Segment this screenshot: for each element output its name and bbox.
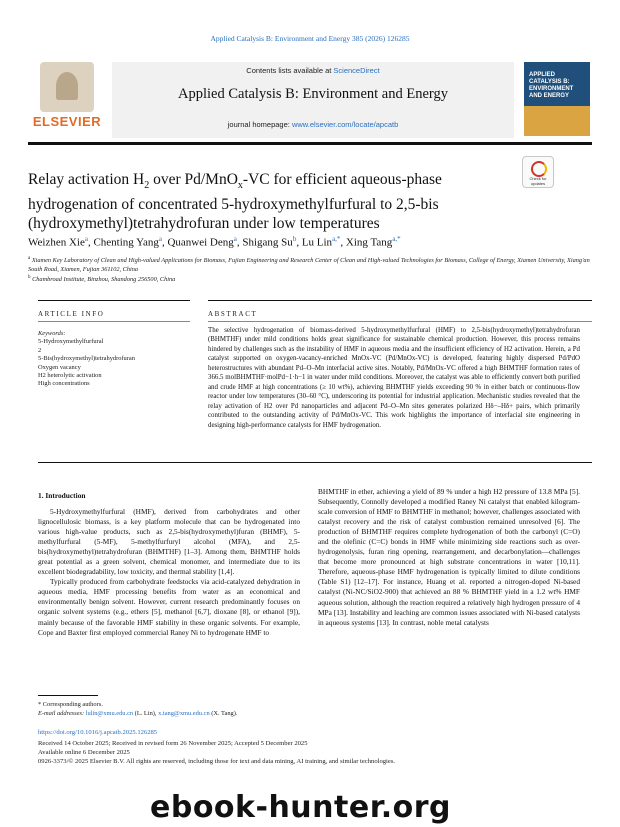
available-online: Available online 6 December 2025 — [38, 749, 130, 756]
author-name[interactable]: Xing Tang — [345, 236, 393, 249]
cover-band — [524, 106, 590, 136]
email-link[interactable]: lulin@xmu.edu.cn — [85, 710, 134, 717]
abstract-text: The selective hydrogenation of biomass-derived 5-hydroxymethylfurfural (HMF) to 2,5-bis(hydroxymethyl)tetrahydrofuran (BHMTHF) under mild conditions holds great significance for sustainable chemical production. However, this process remains hindered by challenges such as the instability of HMF in aqueous media and the insufficient efficiency of H2 activation. Herein, a Pd catalyst supported on oxygen-vacancy-enriched MnOx-VC (Pd/MnOx-VC) is developed, featuring highly dispersed Pd/PdO heterostructures with abundant Pd–O–Mn interfacial active sites. Notably, Pd/MnOx-VC offered a high BHMTHF formation rates of 366.5 molBHMTHF·molPd−1·h−1 in water under mild conditions. Moreover, the catalyst was able to efficiently convert both purified and crude HMF at high concentrations (≥ 10 wt%), achieving BHMTHF yields exceeding 90 % in either batch or continuous-flow reactor under low temperatures (30–60 °C), underscoring its potential for industrial application. Mechanistic studies revealed that the relay activation of H2 over Pd nanoparticles and adjacent Pd–O–Mn sites generates polarized Hδ−–Hδ+ pairs, which primarily contributed to the outstanding activity of Pd/MnOx-VC. This work highlights the importance of interfacial site engineering in designing high-performance catalysts for HMF hydrogenation. — [208, 327, 580, 429]
email-link[interactable]: x.tang@xmu.edu.cn — [158, 710, 210, 717]
doi-link[interactable]: https://doi.org/10.1016/j.apcatb.2025.126285 — [38, 729, 158, 736]
affiliation-b: $^b$ Chambroad Institute, Binzhou, Shandong 256500, China — [28, 275, 176, 284]
intro-paragraph: 5-Hydroxymethylfurfural (HMF), derived from carbohydrates and other lignocellulosic biomass, is a key platform molecule that can be hydrogenated into various high-value products, such as 2,5-bis(hydroxymethyl)furan (BHMF), 5-methylfurfural (5-MF), 5-methylfurfuryl alcohol (MFA), and 2,5-bis(hydroxymethyl)tetrahydrofuran (BHMTHF) [1–3]. Among them, BHMTHF holds great potential as a green solvent, chemical monomer, and intermediate due to its excellent biodegradability, low toxicity, and thermal stability [1,4]. — [38, 507, 300, 577]
email-addresses: E-mail addresses: lulin@xmu.edu.cn (L. Lin), x.tang@xmu.edu.cn (X. Tang). — [38, 710, 238, 717]
publication-history — [38, 739, 598, 766]
contents-line — [112, 66, 514, 75]
article-title: Relay activation $H_2$ over Pd/MnO$_x$-VC for efficient aqueous-phase hydrogenation of concentrated 5-hydroxymethylfurfural to 2,5-bis (hydroxymethyl)tetrahydrofuran under low temperatures — [28, 171, 442, 233]
elsevier-tree-icon — [40, 62, 94, 112]
intro-right-column — [318, 487, 580, 628]
check-updates-label: Check for updates — [529, 176, 547, 186]
masthead-divider — [28, 142, 592, 145]
journal-cover-image — [524, 62, 590, 136]
homepage-link[interactable]: www.elsevier.com/locate/apcatb — [291, 120, 399, 129]
keywords-label: Keywords: — [38, 330, 66, 337]
article-info-heading: ARTICLE INFO — [38, 310, 105, 318]
intro-left-column — [38, 507, 300, 638]
keyword-item: 2 — [38, 346, 42, 354]
author-name[interactable]: Quanwei Deng — [167, 236, 234, 249]
intro-paragraph: Typically produced from carbohydrate feedstocks via acid-catalyzed dehydration in aqueous media, HMF processing benefits from water as an economical and environmentally benign solvent. However, current research predominantly focuses on organic solvent systems (e.g., ethers [5], methanol [6,7], dioxane [8], or ethanol [9]), mainly because of the favorable HMF stability in these organic solvents. For example, Cope and Baxter first employed commercial Raney Ni to hydrogenate HMF to — [38, 577, 300, 637]
cover-title: APPLIED CATALYSIS B: ENVIRONMENT AND ENERGY — [529, 72, 574, 99]
abstract-heading: ABSTRACT — [208, 310, 258, 318]
keyword-item: H2 heterolytic activation — [38, 372, 102, 380]
elsevier-logo — [28, 62, 106, 132]
author-name[interactable]: Lu Lin — [301, 236, 333, 249]
abstract-bottom-rule — [38, 462, 592, 463]
journal-title: Applied Catalysis B: Environment and Energy — [178, 86, 448, 102]
sciencedirect-link[interactable]: ScienceDirect — [333, 66, 380, 75]
introduction-heading: 1. Introduction — [38, 491, 86, 500]
corresponding-authors-note: * Corresponding authors. — [38, 701, 103, 708]
author-name[interactable]: Shigang Su — [242, 236, 293, 249]
author-list: Weizhen Xie$^a$, Chenting Yang$^a$, Quanwei Deng$^a$, Shigang Su$^b$, Lu Lin$^{a,*}$, Xing Tang$^{a,*}$ — [28, 235, 401, 249]
author-name[interactable]: Weizhen Xie — [28, 236, 85, 249]
keyword-item: 5-Hydroxymethylfurfural — [38, 338, 104, 346]
copyright-line: 0926-3373/© 2025 Elsevier B.V. All rights are reserved, including those for text and data mining, AI training, and similar technologies. — [38, 758, 396, 765]
footnotes — [38, 700, 338, 718]
journal-masthead — [28, 62, 592, 138]
keyword-item: Oxygen vacancy — [38, 363, 81, 371]
article-info-subrule — [38, 321, 190, 322]
intro-paragraph: BHMTHF in ether, achieving a yield of 89 % under a high H2 pressure of 13.8 MPa [5]. Subsequently, Connolly developed a modified Raney Ni catalyst that enabled kilogram-scale conversion of HMF to BHMTHF in methanol; however, challenges associated with catalyst recovery and the risk of catalyst combustion remained unresolved [6]. The production of BHMTHF requires complete hydrogenation of both the carbonyl (C=O) and the olefinic (C=C) bonds in HMF while minimizing side reactions such as over-hydrogenolysis, furan ring opening, rearrangement, and decarbonylation—challenges that become more pronounced at high substrate concentrations in water [10,11]. Therefore, aqueous-phase HMF hydrogenation is typically limited to dilute conditions (Table S1) [12–17]. For instance, Huang et al. reported a nitrogen-doped Ni-based catalyst (Ni-NC/SiO2-900) that achieved an 88 % BHMTHF yield in a 1.2 wt% HMF aqueous solution, although the reaction required a relatively high hydrogen pressure of 4 MPa [13]. Instability and leaching are common issues associated with Ni-based catalysts in aqueous systems [13]. In contrast, noble metal catalysts — [318, 487, 580, 627]
publisher-wordmark: ELSEVIER — [32, 114, 102, 129]
check-for-updates-button[interactable] — [522, 156, 554, 188]
homepage-line — [112, 120, 514, 129]
abstract-subrule — [208, 321, 592, 322]
author-name[interactable]: Chenting Yang — [93, 236, 159, 249]
homepage-prefix: journal homepage: — [227, 120, 292, 129]
article-info-rule — [38, 300, 190, 301]
keywords-list — [38, 330, 188, 389]
keyword-item: High concentrations — [38, 380, 90, 388]
journal-citation-link[interactable]: Applied Catalysis B: Environment and Energy 385 (2026) 126285 — [210, 34, 410, 43]
watermark: ebook-hunter.org — [150, 790, 451, 825]
check-updates-icon — [531, 161, 547, 177]
abstract-rule — [208, 300, 592, 301]
affiliations — [28, 255, 592, 285]
contents-prefix: Contents lists available at — [246, 66, 334, 75]
keyword-item: 5-Bis(hydroxymethyl)tetrahydrofuran — [38, 355, 135, 363]
received-dates: Received 14 October 2025; Received in revised form 26 November 2025; Accepted 5 December 2025 — [38, 740, 308, 747]
footnote-rule — [38, 695, 98, 696]
affiliation-a: $^a$ Xiamen Key Laboratory of Clean and High-valued Applications for Biomass, Fujian Engineering and Research Center of Clean and High-valued Technologies for Biomass, College of Energy, Xiamen University, Xiang'an South Road, Xiamen, Fujian 361102, China — [28, 256, 590, 273]
masthead-box — [112, 62, 514, 138]
